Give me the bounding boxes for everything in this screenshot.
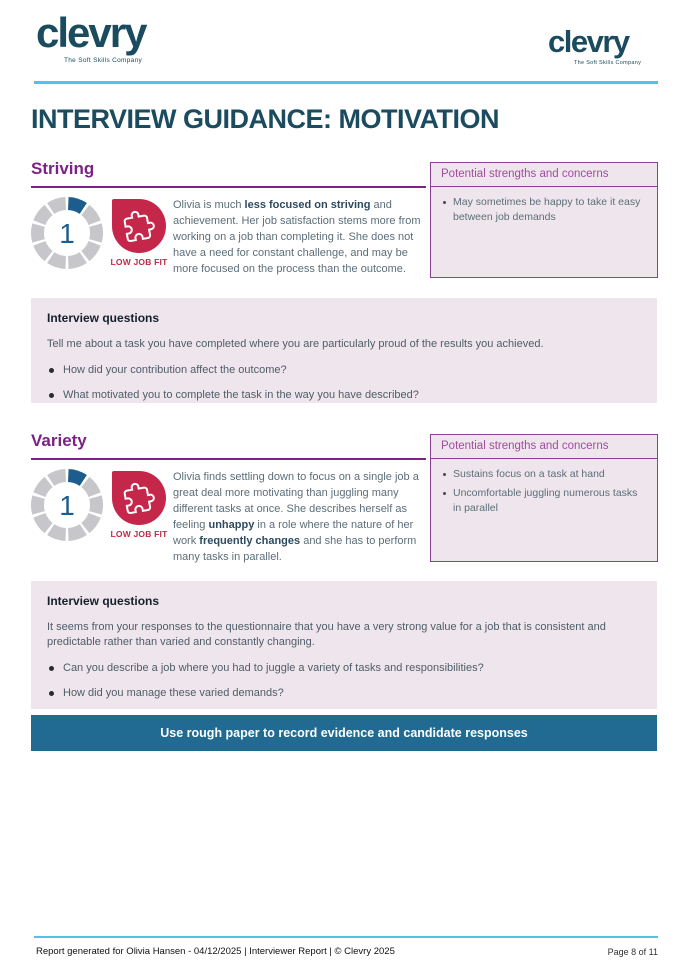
emphasis-text: less focused on striving: [244, 199, 371, 211]
interview-questions-list: [47, 661, 641, 701]
job-fit-label: LOW JOB FIT: [110, 529, 168, 539]
list-item: [47, 686, 641, 701]
logo-tagline: The Soft Skills Company: [64, 57, 143, 64]
body-text: and achievement. Her job satisfaction stems more from working on a job than completing it. She does not have a need for constant challenge, and may be more focused on the process than the outcome.: [173, 199, 421, 275]
trait-section-variety: [31, 431, 658, 563]
puzzle-piece-icon: [123, 482, 155, 514]
interview-questions-intro: It seems from your responses to the questionnaire that you have a very strong value for a job that is consistent and predictable rather than varied and constantly changing.: [47, 621, 606, 648]
strengths-box-list: [431, 459, 657, 516]
bullet-dot: [443, 201, 446, 204]
gauge-svg: [31, 197, 103, 269]
strengths-box-title: Potential strengths and concerns: [431, 163, 657, 187]
bullet-dot: [49, 368, 54, 373]
trait-heading: Variety: [31, 431, 87, 450]
logo-wordmark: clevry: [548, 24, 629, 59]
header-divider: [34, 81, 658, 84]
list-item: [441, 486, 647, 516]
bullet-text: What motivated you to complete the task in the way you have described?: [63, 389, 419, 401]
bullet-text: Uncomfortable juggling numerous tasks in parallel: [453, 487, 638, 514]
bullet-dot: [49, 691, 54, 696]
gauge-score: 1: [59, 218, 75, 249]
interview-questions-title: Interview questions: [47, 311, 160, 325]
bullet-text: Can you describe a job where you had to juggle a variety of tasks and responsibilities?: [63, 662, 484, 674]
body-text: in a role where the nature of her work: [173, 519, 414, 547]
puzzle-piece-icon: [123, 210, 155, 242]
puzzle-badge: [112, 199, 166, 253]
gauge-score: 1: [59, 490, 75, 521]
bullet-text: How did you manage these varied demands?: [63, 687, 284, 699]
clevry-logo-left: [36, 9, 146, 64]
rough-paper-banner: Use rough paper to record evidence and candidate responses: [31, 715, 657, 751]
bullet-dot: [49, 393, 54, 398]
score-gauge: [31, 469, 103, 541]
body-text: Olivia is much: [173, 199, 245, 211]
interview-questions-box: [31, 581, 657, 709]
body-text: Olivia finds settling down to focus on a single job a great deal more motivating than juggling many different tasks at once. She describes herself as feeling: [173, 471, 419, 531]
interview-questions-list: [47, 363, 641, 403]
job-fit-label: LOW JOB FIT: [110, 257, 168, 267]
bullet-text: How did your contribution affect the outcome?: [63, 364, 287, 376]
logo-wordmark: clevry: [36, 9, 146, 56]
list-item: [47, 388, 641, 403]
strengths-box-list: [431, 187, 657, 225]
clevry-logo-right: [548, 26, 641, 66]
interview-questions-box: [31, 298, 657, 403]
emphasis-text: frequently changes: [199, 535, 301, 547]
list-item: [441, 195, 647, 225]
footer-report-info: Report generated for Olivia Hansen - 04/12/2025 | Interviewer Report | © Clevry 2025: [36, 946, 395, 957]
list-item: [441, 467, 647, 482]
list-item: [47, 363, 641, 378]
strengths-box-title: Potential strengths and concerns: [431, 435, 657, 459]
bullet-text: Sustains focus on a task at hand: [453, 468, 605, 480]
job-fit-indicator: [107, 199, 171, 267]
interview-questions-title: Interview questions: [47, 594, 160, 608]
footer-page-number: Page 8 of 11: [607, 947, 658, 957]
body-text: and she has to perform many tasks in parallel.: [173, 535, 417, 563]
page-title: INTERVIEW GUIDANCE: MOTIVATION: [31, 104, 499, 134]
bullet-dot: [49, 666, 54, 671]
trait-description: [173, 197, 431, 277]
strengths-concerns-box: [430, 434, 658, 562]
emphasis-text: unhappy: [208, 519, 255, 531]
bullet-text: May sometimes be happy to take it easy between job demands: [453, 196, 641, 223]
trait-section-striving: [31, 159, 658, 279]
list-item: [47, 661, 641, 676]
trait-heading-underline: [31, 458, 426, 460]
bullet-dot: [443, 473, 446, 476]
score-gauge: [31, 197, 103, 269]
strengths-concerns-box: [430, 162, 658, 278]
trait-heading-underline: [31, 186, 426, 188]
job-fit-indicator: [107, 471, 171, 539]
puzzle-badge: [112, 471, 166, 525]
logo-tagline: The Soft Skills Company: [574, 60, 642, 66]
gauge-svg: [31, 469, 103, 541]
bullet-dot: [443, 492, 446, 495]
footer-divider: [34, 936, 658, 938]
interview-questions-intro: Tell me about a task you have completed where you are particularly proud of the results you achieved.: [47, 338, 544, 350]
trait-heading: Striving: [31, 159, 95, 178]
trait-description: [173, 469, 431, 565]
